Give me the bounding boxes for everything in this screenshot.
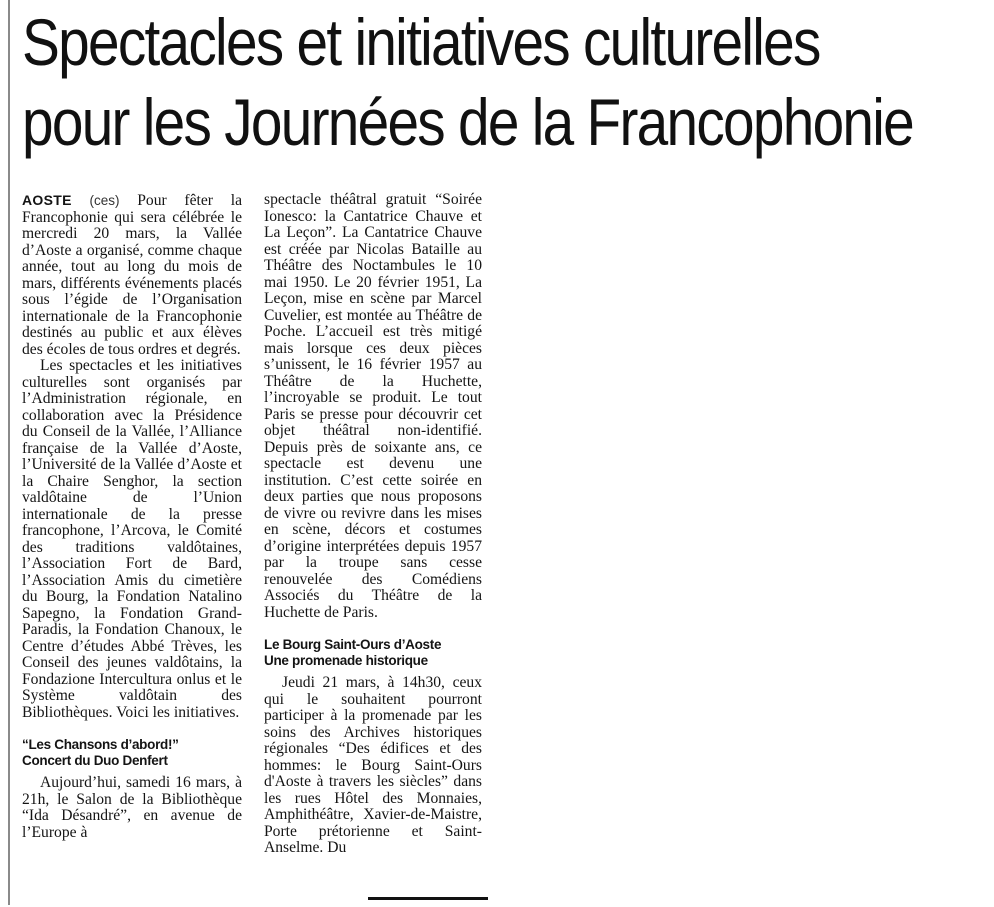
headline-line-1: Spectacles et initiatives culturelles <box>22 5 820 79</box>
paragraph: Jeudi 21 mars, à 14h30, ceux qui le souhaitent pourront participer à la promenade par les soins des Archives historiques régionales “Des édifices et des hommes: le Bourg Saint-Ours d'Aoste à travers les siècles” dans les rues Hôtel des Monnaies, Amphithéâtre, Xavier-de-Maistre, Porte prétorienne et Saint-Anselme. Du <box>264 674 482 856</box>
headline-line-2: pour les Journées de la Francophonie <box>22 85 914 159</box>
column-rule <box>8 0 10 907</box>
subheading-line: “Les Chansons d’abord!” <box>22 737 179 752</box>
paragraph <box>22 192 242 358</box>
paragraph: Les spectacles et les initiatives culturelles sont organisés par l’Administration régionale, en collaboration avec la Présidence du Conseil de la Vallée, l’Alliance française de la Vallée d’Aoste, l’Université de la Vallée d’Aoste et la Chaire Senghor, la section valdôtaine de l’Union internationale de la presse francophone, l’Arcova, le Comité des traditions valdôtaines, l’Association Fort de Bard, l’Association Amis du cimetière du Bourg, la Fondation Natalino Sapegno, la Fondation Grand-Paradis, la Fondation Chanoux, le Centre d’études Abbé Trèves, les Conseil des jeunes valdôtains, la Fondazione Intercultura onlus et le Système valdôtain des Bibliothèques. Voici les initiatives. <box>22 357 242 721</box>
subheading <box>22 737 242 769</box>
page-cut-marker <box>368 897 488 900</box>
subheading-line: Concert du Duo Denfert <box>22 753 168 768</box>
article-column-1 <box>22 192 242 841</box>
article-headline <box>22 2 914 162</box>
paragraph: spectacle théâtral gratuit “Soirée Ionesco: la Cantatrice Chauve et La Leçon”. La Cantatrice Chauve est créée par Nicolas Bataille au Théâtre des Noctambules le 10 mai 1950. Le 20 février 1951, La Leçon, mise en scène par Marcel Cuvelier, est montée au Théâtre de Poche. L’accueil est très mitigé mais lorsque ces deux pièces s’unissent, le 16 février 1957 au Théâtre de la Huchette, l’incroyable se produit. Le tout Paris se presse pour découvrir cet objet théâtral non-identifié. Depuis près de soixante ans, ce spectacle est devenu une institution. C’est cette soirée en deux parties que nous proposons de vivre ou revivre dans les mises en scène, décors et costumes d’origine interprétées depuis 1957 par la troupe sans cesse renouvelée des Comédiens Associés du Théâtre de la Huchette de Paris. <box>264 191 482 621</box>
paragraph: Aujourd’hui, samedi 16 mars, à 21h, le Salon de la Bibliothèque “Ida Désandré”, en avenue de l’Europe à <box>22 774 242 841</box>
dateline: AOSTE <box>22 192 72 208</box>
subheading <box>264 637 482 669</box>
article-column-2 <box>264 192 482 857</box>
paragraph-text: Pour fêter la Francophonie qui sera célébrée le mercredi 20 mars, la Vallée d’Aoste a organisé, comme chaque année, tout au long du mois de mars, différents événements placés sous l’égide de l’Organisation internationale de la Francophonie destinés au public et aux élèves des écoles de tous ordres et degrés. <box>22 192 242 358</box>
agency-credit: (ces) <box>89 193 120 208</box>
subheading-line: Une promenade historique <box>264 653 428 668</box>
subheading-line: Le Bourg Saint-Ours d’Aoste <box>264 637 442 652</box>
